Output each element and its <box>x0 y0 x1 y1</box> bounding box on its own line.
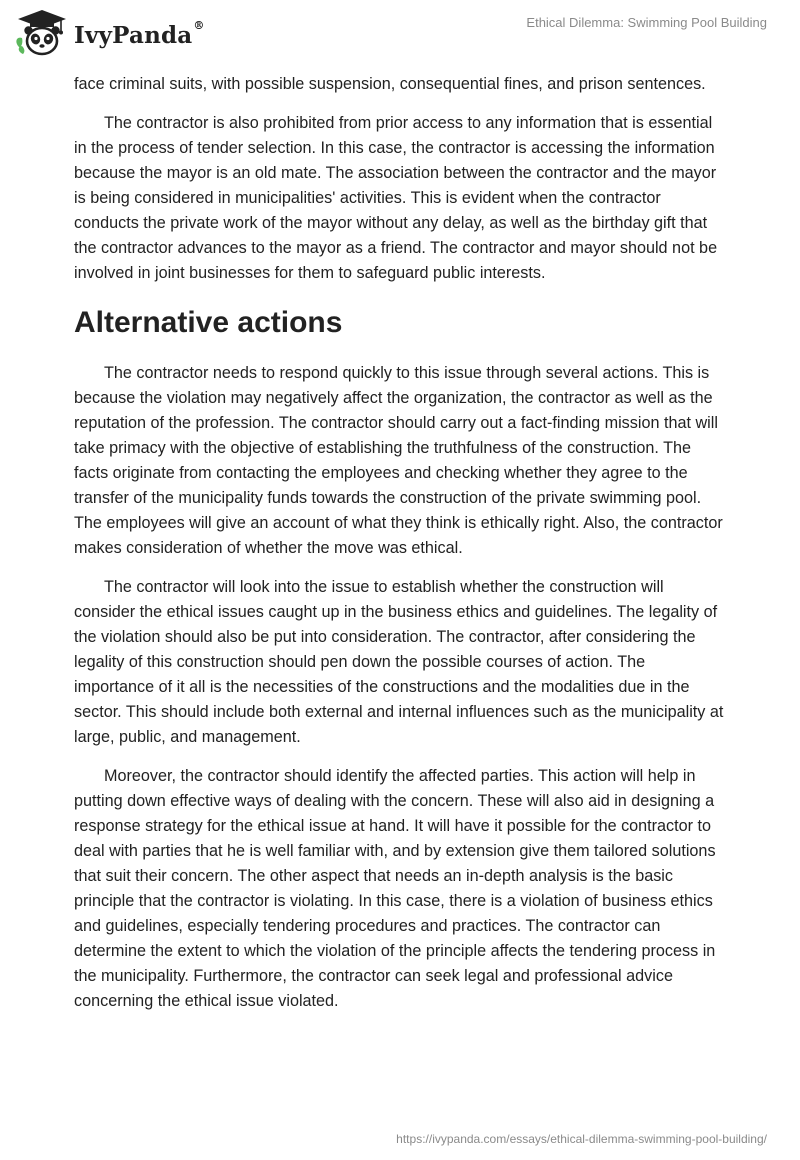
paragraph: The contractor will look into the issue to establish whether the construction will consider the ethical issues caught up in the business ethics and guidelines. The legality of the violation should also be put into consideration. The contractor, after considering the legality of this construction should pen down the possible courses of action. The importance of it all is the necessities of the constructions and the modalities due in the sector. This should include both external and internal influences such as the municipality at large, public, and management. <box>74 578 724 746</box>
paragraph: face criminal suits, with possible suspension, consequential fines, and prison sentences. <box>74 75 706 93</box>
document-title: Ethical Dilemma: Swimming Pool Building <box>526 15 767 30</box>
article-body <box>74 72 724 1028</box>
paragraph: The contractor is also prohibited from prior access to any information that is essential in the process of tender selection. In this case, the contractor is accessing the information because the mayor is an old mate. The association between the contractor and the mayor is being considered in municipalities' activities. This is evident when the contractor conducts the private work of the mayor without any delay, as well as the birthday gift that the contractor advances to the mayor as a friend. The contractor and mayor should not be involved in joint businesses for them to safeguard public interests. <box>74 114 718 282</box>
section-heading: Alternative actions <box>74 306 343 339</box>
source-url-link[interactable]: https://ivypanda.com/essays/ethical-dilemma-swimming-pool-building/ <box>396 1132 767 1146</box>
panda-graduate-logo-icon <box>14 8 70 58</box>
brand-logo[interactable] <box>14 8 205 58</box>
brand-name: IvyPanda® <box>74 18 205 49</box>
page-header <box>0 0 800 72</box>
paragraph: Moreover, the contractor should identify the affected parties. This action will help in putting down effective ways of dealing with the concern. These will also aid in designing a response strategy for the ethical issue at hand. It will have it possible for the contractor to deal with parties that he is well familiar with, and by extension give them tailored solutions that suit their concern. The other aspect that needs an in-depth analysis is the basic principle that the contractor is violating. In this case, there is a violation of business ethics and guidelines, especially tendering procedures and practices. The contractor can determine the extent to which the violation of the principle affects the tendering process in the municipality. Furthermore, the contractor can seek legal and professional advice concerning the ethical issue violated. <box>74 767 716 1010</box>
paragraph: The contractor needs to respond quickly to this issue through several actions. This is because the violation may negatively affect the organization, the contractor as well as the reputation of the profession. The contractor should carry out a fact-finding mission that will take primacy with the objective of establishing the truthfulness of the construction. The facts originate from contacting the employees and checking whether they agree to the transfer of the municipality funds towards the construction of the private swimming pool. The employees will give an account of what they think is ethically right. Also, the contractor makes consideration of whether the move was ethical. <box>74 364 723 557</box>
registered-mark: ® <box>193 18 205 32</box>
